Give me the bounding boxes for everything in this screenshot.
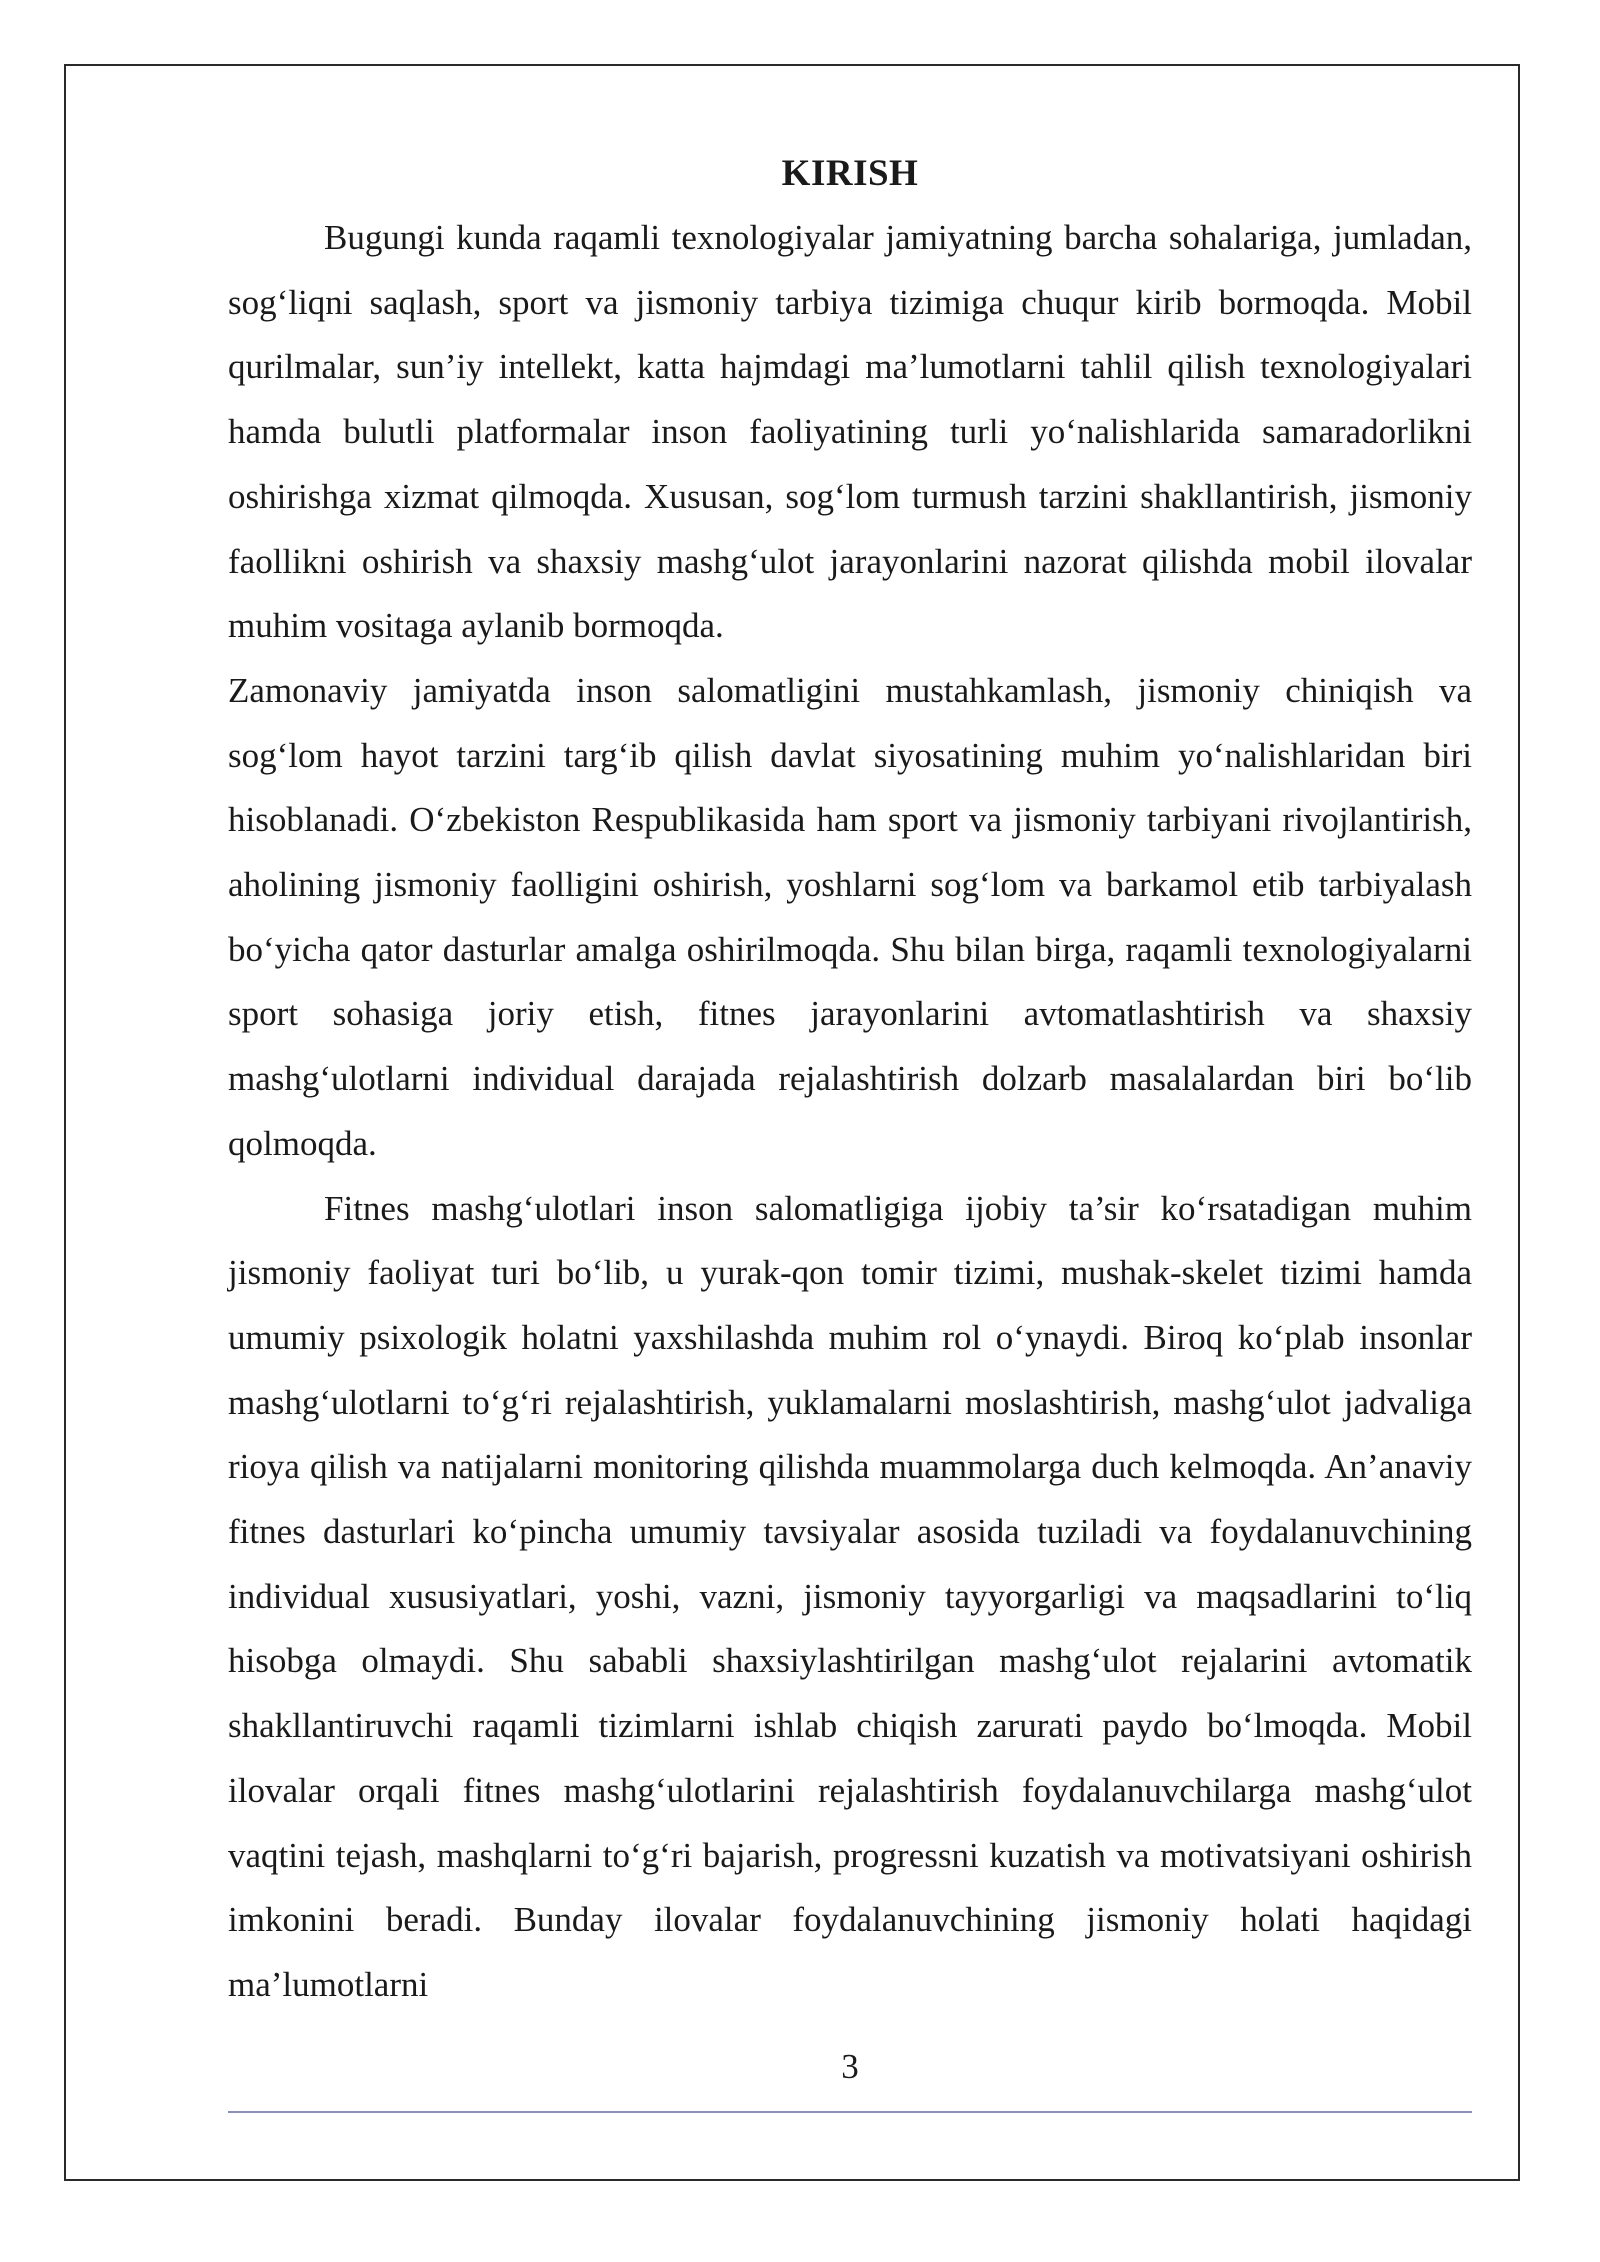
paragraph-2: Zamonaviy jamiyatda inson salomatligini mustahkamlash, jismoniy chiniqish va sog‘lom hayot tarzini targ‘ib qilish davlat siyosatining muhim yo‘nalishlaridan biri hisoblanadi. O‘zbekiston Respublikasida ham sport va jismoniy tarbiyani rivojlantirish, aholining jismoniy faolligini oshirish, yoshlarni sog‘lom va barkamol etib tarbiyalash bo‘yicha qator dasturlar amalga oshirilmoqda. Shu bilan birga, raqamli texnologiyalarni sport sohasiga joriy etish, fitnes jarayonlarini avtomatlashtirish va shaxsiy mashg‘ulotlarni individual darajada rejalashtirish dolzarb masalalardan biri bo‘lib qolmoqda. [228,670,1472,1163]
section-heading: KIRISH [781,153,919,194]
page-number: 3 [841,2047,859,2086]
paragraph-3: Fitnes mashg‘ulotlari inson salomatligiga ijobiy ta’sir ko‘rsatadigan muhim jismoniy faoliyat turi bo‘lib, u yurak-qon tomir tizimi, mushak-skelet tizimi hamda umumiy psixologik holatni yaxshilashda muhim rol o‘ynaydi. Biroq ko‘plab insonlar mashg‘ulotlarni to‘g‘ri rejalashtirish, yuklamalarni moslashtirish, mashg‘ulot jadvaliga rioya qilish va natijalarni monitoring qilishda muammolarga duch kelmoqda. An’anaviy fitnes dasturlari ko‘pincha umumiy tavsiyalar asosida tuziladi va foydalanuvchining individual xususiyatlari, yoshi, vazni, jismoniy tayyorgarligi va maqsadlarini to‘liq hisobga olmaydi. Shu sababli shaxsiylashtirilgan mashg‘ulot rejalarini avtomatik shakllantiruvchi raqamli tizimlarni ishlab chiqish zarurati paydo bo‘lmoqda. Mobil ilovalar orqali fitnes mashg‘ulotlarini rejalashtirish foydalanuvchilarga mashg‘ulot vaqtini tejash, mashqlarni to‘g‘ri bajarish, progressni kuzatish va motivatsiyani oshirish imkonini beradi. Bunday ilovalar foydalanuvchining jismoniy holati haqidagi ma’lumotlarni [228,1188,1472,2004]
footer-divider [228,2111,1472,2113]
document-body [228,142,1472,2018]
paragraph-1: Bugungi kunda raqamli texnologiyalar jamiyatning barcha sohalariga, jumladan, sog‘liqni saqlash, sport va jismoniy tarbiya tizimiga chuqur kirib bormoqda. Mobil qurilmalar, sun’iy intellekt, katta hajmdagi ma’lumotlarni tahlil qilish texnologiyalari hamda bulutli platformalar inson faoliyatining turli yo‘nalishlarida samaradorlikni oshirishga xizmat qilmoqda. Xususan, sog‘lom turmush tarzini shakllantirish, jismoniy faollikni oshirish va shaxsiy mashg‘ulot jarayonlarini nazorat qilishda mobil ilovalar muhim vositaga aylanib bormoqda. [228,218,1472,646]
